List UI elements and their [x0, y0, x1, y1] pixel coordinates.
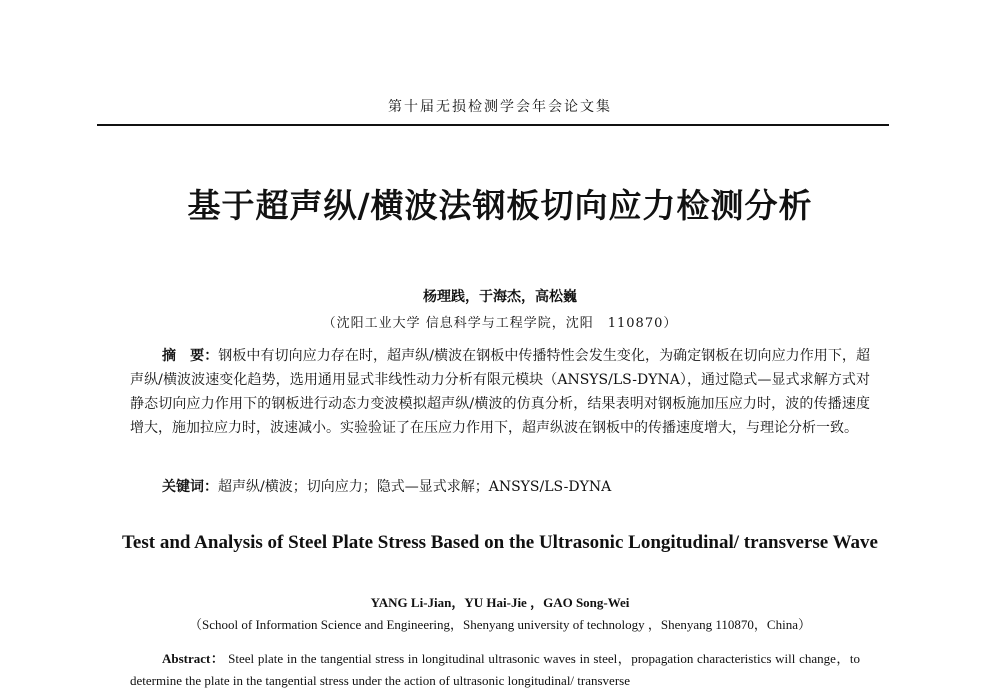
authors-chinese: 杨理践，于海杰，高松巍 — [423, 289, 577, 305]
abstract-chinese — [130, 344, 870, 440]
authors-english: YANG Li-Jian，YU Hai-Jie ，GAO Song-Wei — [370, 595, 630, 610]
header-rule — [97, 124, 889, 126]
abstract-chinese-text: 钢板中有切向应力存在时，超声纵/横波在钢板中传播特性会发生变化，为确定钢板在切向应力作用下，超声纵/横波波速变化趋势，选用通用显式非线性动力分析有限元模块（ANSYS/LS-DYNA），通过隐式—显式求解方式对静态切向应力作用下的钢板进行动态力变波模拟超声纵/横波的仿真分析，结果表明对钢板施加压应力时，波的传播速度增大，施加拉应力时，波速减小。实验验证了在压应力作用下，超声纵波在钢板中的传播速度增大，与理论分析一致。 — [130, 348, 870, 436]
abstract-chinese-label: 摘 要： — [162, 348, 219, 364]
abstract-english — [130, 648, 860, 692]
paper-title-english: Test and Analysis of Steel Plate Stress Based on the Ultrasonic Longitudinal/ transverse Wave — [121, 532, 878, 553]
running-header: 第十届无损检测学会年会论文集 — [388, 99, 612, 115]
abstract-english-label: Abstract： — [162, 651, 225, 666]
affiliation-chinese: （沈阳工业大学 信息科学与工程学院，沈阳 110870） — [322, 316, 678, 331]
affiliation-english: （School of Information Science and Engineering，Shenyang university of technology ，Shenyang 110870，China） — [189, 617, 811, 632]
keywords-chinese — [162, 476, 872, 496]
keywords-chinese-label: 关键词： — [162, 479, 218, 495]
abstract-english-text: Steel plate in the tangential stress in longitudinal ultrasonic waves in steel，propagation characteristics will change，to determine the plate in the tangential stress under the action of ultrasonic longitudinal/ transverse — [130, 651, 861, 688]
keywords-chinese-text: 超声纵/横波；切向应力；隐式—显式求解；ANSYS/LS-DYNA — [218, 479, 612, 495]
paper-title-chinese: 基于超声纵/横波法钢板切向应力检测分析 — [187, 186, 813, 225]
